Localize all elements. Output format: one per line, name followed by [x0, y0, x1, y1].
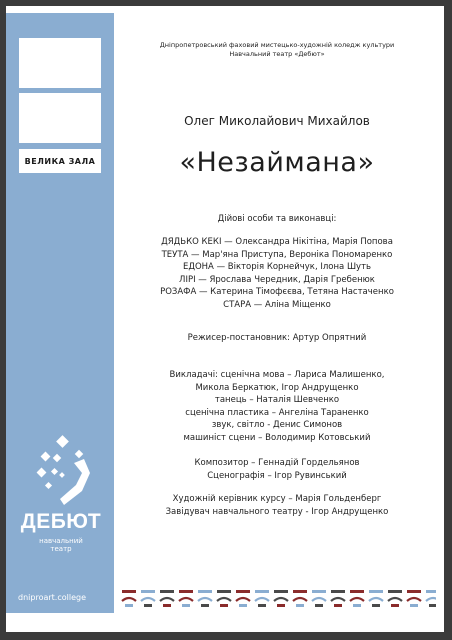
logo-subtitle-line2: театр: [50, 545, 72, 553]
teacher-line: танець – Наталія Шевченко: [214, 395, 340, 405]
teacher-line: Викладачі: сценічна мова – Лариса Малишенко,: [169, 370, 385, 380]
cast-heading: Дійові особи та виконавці:: [217, 214, 337, 224]
hall-label: ВЕЛИКА ЗАЛА: [19, 149, 101, 173]
website-link[interactable]: dniproart.college: [18, 593, 86, 602]
play-title: «Незаймана»: [179, 147, 375, 178]
cast-line: ЛІРІ — Ярослава Чередник, Дарія Гребенюк: [179, 274, 375, 285]
cast-line: СТАРА — Аліна Міщенко: [223, 299, 331, 310]
cast-line: РОЗАФА — Катерина Тімофєєва, Тетяна Настаченко: [160, 287, 394, 297]
photo-placeholder-top: [19, 38, 101, 88]
production-line: Сценографія – Ігор Рувинський: [207, 470, 347, 481]
play-author: Олег Миколайович Михайлов: [184, 114, 370, 128]
teacher-line: машиніст сцени – Володимир Котовський: [183, 432, 371, 443]
production-line: Композитор – Геннадій Гордельянов: [194, 458, 360, 468]
sidebar: [6, 13, 114, 613]
teacher-line: сценічна пластика – Ангеліна Тараненко: [185, 407, 369, 418]
folk-ornament-border: [118, 588, 436, 610]
cast-line: ТЕУТА — Мар'яна Приступа, Вероніка Пономаренко: [161, 249, 393, 260]
logo-subtitle-line1: навчальний: [39, 537, 83, 545]
teacher-line: Микола Беркатюк, Ігор Андрущенко: [195, 382, 359, 393]
teacher-line: звук, світло - Денис Симонов: [211, 420, 343, 430]
college-name: Дніпропетровський фаховий мистецько-художній коледж культури: [159, 41, 395, 49]
theatre-name: Навчальний театр «Дебют»: [229, 50, 325, 58]
director-credit: Режисер-постановник: Артур Опрятний: [187, 333, 367, 343]
cast-line: ЕДОНА — Вікторія Корнейчук, Ілона Шуть: [182, 262, 372, 272]
management-line: Завідувач навчального театру - Ігор Андрущенко: [165, 506, 389, 517]
photo-placeholder-bottom: [19, 93, 101, 143]
management-line: Художній керівник курсу – Марія Гольденберг: [172, 494, 382, 504]
debut-logo-icon: [24, 433, 98, 511]
logo-wordmark: ДЕБЮТ: [20, 510, 102, 533]
cast-line: ДЯДЬКО КЕКІ — Олександра Нікітіна, Марія Попова: [161, 237, 393, 247]
